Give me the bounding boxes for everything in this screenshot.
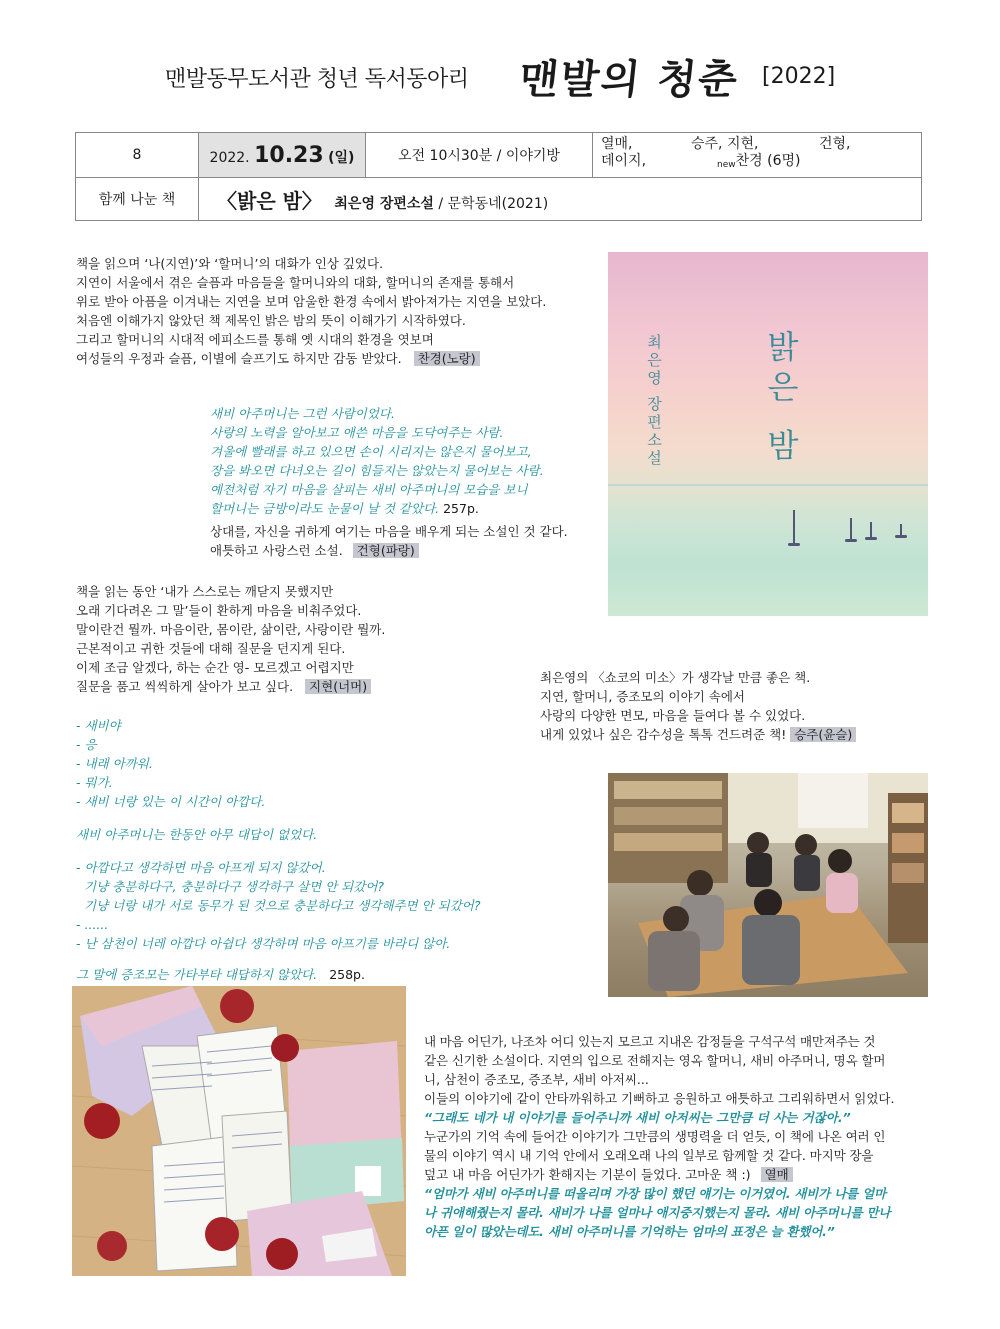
- quote-258: [76, 716, 481, 984]
- quote1-line: 겨울에 빨래를 하고 있으면 손이 시리지는 않은지 물어보고,: [210, 444, 532, 459]
- review4-line: 최은영의 〈쇼코의 미소〉가 생각날 만큼 좋은 책.: [540, 670, 811, 685]
- review1-line: 위로 받아 아픔을 이겨내는 지연을 보며 암울한 환경 속에서 밝아져가는 지연을 보았다.: [76, 294, 547, 309]
- dialog-line: - 뭐가.: [76, 775, 113, 790]
- review2-last-line: 애틋하고 사랑스런 소설. 건형(파랑): [210, 541, 568, 560]
- review1-line: 처음엔 이해가지 않았던 책 제목인 밝은 밤의 뜻이 이해가기 시작하였다.: [76, 313, 466, 328]
- quote-257: [210, 404, 544, 518]
- books-apples-photo: [72, 986, 406, 1276]
- boat-icon: [850, 518, 852, 540]
- review3-line: 오래 기다려온 그 말’들이 환하게 마음을 비춰주었다.: [76, 603, 362, 618]
- review-chankyung: [76, 254, 546, 368]
- member-5: 찬경 (6명): [735, 153, 801, 169]
- boat-icon: [870, 522, 872, 538]
- quote2-last: 그 말에 증조모는 가타부타 대답하지 않았다. 258p.: [76, 967, 365, 982]
- book-label: 함께 나눈 책: [76, 178, 199, 221]
- quote1-line: 장을 봐오면 다녀오는 길이 힘들지는 않았는지 물어보는 사람.: [210, 463, 544, 478]
- review3-line: 근본적이고 귀한 것들에 대해 질문을 던지게 된다.: [76, 641, 346, 656]
- review2-line: 상대를, 자신을 귀하게 여기는 마음을 배우게 되는 소설인 것 같다.: [210, 524, 568, 539]
- reviewer-tag: 지현(너머): [305, 679, 371, 694]
- review-yeolmae: [424, 1032, 924, 1241]
- member-2: 승주, 지현,: [691, 136, 759, 152]
- dialog-line: - 응: [76, 737, 97, 752]
- club-name: 맨발의 청춘: [517, 56, 742, 103]
- quote1-page: 257p.: [443, 501, 479, 516]
- quote2-page: 258p.: [329, 967, 365, 982]
- review1-last-line: 여성들의 우정과 슬픔, 이별에 슬프기도 하지만 감동 받았다. 찬경(노랑): [76, 349, 546, 368]
- book-info: [199, 178, 922, 221]
- quote2-block-line: 기냥 충분하다구, 충분하다구 생각하구 살면 안 되갔어?: [76, 879, 385, 894]
- new-badge: new: [717, 160, 736, 170]
- review-jihyun: [76, 582, 385, 696]
- review5-quote: “그래도 네가 내 이야기를 들어주니까 새비 아저씨는 그만큼 더 사는 거잖아.”: [424, 1110, 851, 1125]
- quote2-block-line: - ......: [76, 917, 109, 932]
- review5-end-quote: “엄마가 새비 아주머니를 떠올리며 가장 많이 했던 얘기는 이거였어. 새비가 나를 얼마: [424, 1186, 886, 1201]
- dialog-line: - 새비야: [76, 718, 121, 733]
- review4-last-line: 내게 있었나 싶은 감수성을 톡톡 건드려준 책! 승주(윤슬): [540, 725, 856, 744]
- cover-title: 밝은 밤: [762, 330, 800, 469]
- review3-last-line: 질문을 품고 씩씩하게 살아가 보고 싶다. 지현(너머): [76, 677, 385, 696]
- review5-line: 물의 이야기 역시 내 기억 안에서 오래오래 나의 일부로 함께할 것 같다. 마지막 장을: [424, 1148, 874, 1163]
- member-1: 열매,: [601, 136, 633, 152]
- book-title: 〈밝은 밤〉: [217, 188, 322, 213]
- title-prefix: 맨발동무도서관 청년 독서동아리: [165, 67, 469, 92]
- book-publisher: / 문학동네(2021): [438, 195, 549, 212]
- member-3: 건형,: [819, 136, 851, 152]
- quote2-block-line: - 난 삼천이 너레 아깝다 아쉽다 생각하며 마음 아프기를 바라디 않아.: [76, 936, 451, 951]
- cover-horizon: [608, 484, 928, 486]
- review5-end-quote: 나 귀애해줬는지 몰라. 새비가 나를 얼마나 애지중지했는지 몰라. 새비 아주머니를 만나: [424, 1205, 891, 1220]
- dialog-line: - 내래 아까워.: [76, 756, 153, 771]
- review-geonhyung: [210, 522, 568, 560]
- meeting-photo: [608, 773, 928, 997]
- meeting-number: 8: [76, 133, 199, 178]
- reviewer-tag: 승주(윤슬): [790, 727, 856, 742]
- reviewer-tag: 열매: [761, 1167, 793, 1182]
- review1-line: 책을 읽으며 ‘나(지연)’와 ‘할머니’의 대화가 인상 깊었다.: [76, 256, 384, 271]
- review5-line: 같은 신기한 소설이다. 지연의 입으로 전해지는 영옥 할머니, 새비 아주머니, 명옥 할머: [424, 1053, 886, 1068]
- review3-line: 책을 읽는 동안 ‘내가 스스로는 깨닫지 못했지만: [76, 584, 334, 599]
- review5-end-quote: 아픈 일이 많았는데도. 새비 아주머니를 기억하는 엄마의 표정은 늘 환했어.”: [424, 1224, 835, 1239]
- meeting-info-table: [75, 132, 922, 221]
- date-prefix: 2022.: [209, 149, 250, 166]
- book-cover-image: [608, 252, 928, 616]
- dialog-line: - 새비 너랑 있는 이 시간이 아깝다.: [76, 794, 266, 809]
- quote2-mid: 새비 아주머니는 한동안 아무 대답이 없었다.: [76, 827, 318, 842]
- quote1-last-line: 할머니는 금방이라도 눈물이 날 것 같았다. 257p.: [210, 501, 479, 516]
- title-year: [2022]: [762, 64, 836, 89]
- meeting-date: [199, 133, 366, 178]
- date-day: (일): [328, 149, 355, 166]
- quote1-line: 예전처럼 자기 마음을 살피는 새비 아주머니의 모습을 보니: [210, 482, 528, 497]
- review1-line: 지연이 서울에서 겪은 슬픔과 마음들을 할머니와의 대화, 할머니의 존재를 통해서: [76, 275, 515, 290]
- review4-line: 사랑의 다양한 면모, 마음을 들여다 볼 수 있었다.: [540, 708, 806, 723]
- reviewer-tag: 찬경(노랑): [414, 351, 480, 366]
- review5-line: 누군가의 기억 속에 들어간 이야기가 그만큼의 생명력을 더 얻듯, 이 책에 나온 여러 인: [424, 1129, 886, 1144]
- meeting-photo-drawing: [608, 773, 928, 997]
- review1-line: 그리고 할머니의 시대적 에피소드를 통해 옛 시대의 환경을 엿보며: [76, 332, 434, 347]
- quote1-line: 새비 아주머니는 그런 사람이었다.: [210, 406, 395, 421]
- member-4: 데이지,: [601, 153, 647, 169]
- cover-author: 최은영 장편소설: [645, 334, 663, 468]
- meeting-time: 오전 10시30분 / 이야기방: [366, 133, 593, 178]
- quote2-block-line: - 아깝다고 생각하면 마음 아프게 되지 않갔어.: [76, 860, 326, 875]
- quote1-line: 사랑의 노력을 알아보고 애쓴 마음을 도닥여주는 사람.: [210, 425, 504, 440]
- review5-line: 니, 삼천이 증조모, 증조부, 새비 아저씨...: [424, 1072, 649, 1087]
- meeting-members: [593, 133, 922, 178]
- boat-icon: [793, 510, 795, 544]
- review5-last-line: 덮고 내 마음 어딘가가 환해지는 기분이 들었다. 고마운 책 :) 열매: [424, 1165, 924, 1184]
- review3-line: 말이란건 뭘까. 마음이란, 몸이란, 삶이란, 사랑이란 뭘까.: [76, 622, 386, 637]
- review3-line: 이제 조금 알겠다, 하는 순간 영- 모르겠고 어렵지만: [76, 660, 354, 675]
- boat-icon: [900, 524, 902, 536]
- review5-line: 이들의 이야기에 같이 안타까워하고 기뻐하고 응원하고 애틋하고 그리워하면서 읽었다.: [424, 1091, 895, 1106]
- quote2-block-line: 기냥 너랑 내가 서로 동무가 된 것으로 충분하다고 생각해주면 안 되갔어?: [76, 898, 481, 913]
- review-seungju: [540, 668, 856, 744]
- books-apples-drawing: [72, 986, 406, 1276]
- date-main: 10.23: [254, 142, 324, 168]
- reviewer-tag: 건형(파랑): [353, 543, 419, 558]
- review5-line: 내 마음 어딘가, 나조차 어디 있는지 모르고 지내온 감정들을 구석구석 매만져주는 것: [424, 1034, 876, 1049]
- book-author: 최은영 장편소설: [334, 195, 434, 212]
- review4-line: 지연, 할머니, 증조모의 이야기 속에서: [540, 689, 745, 704]
